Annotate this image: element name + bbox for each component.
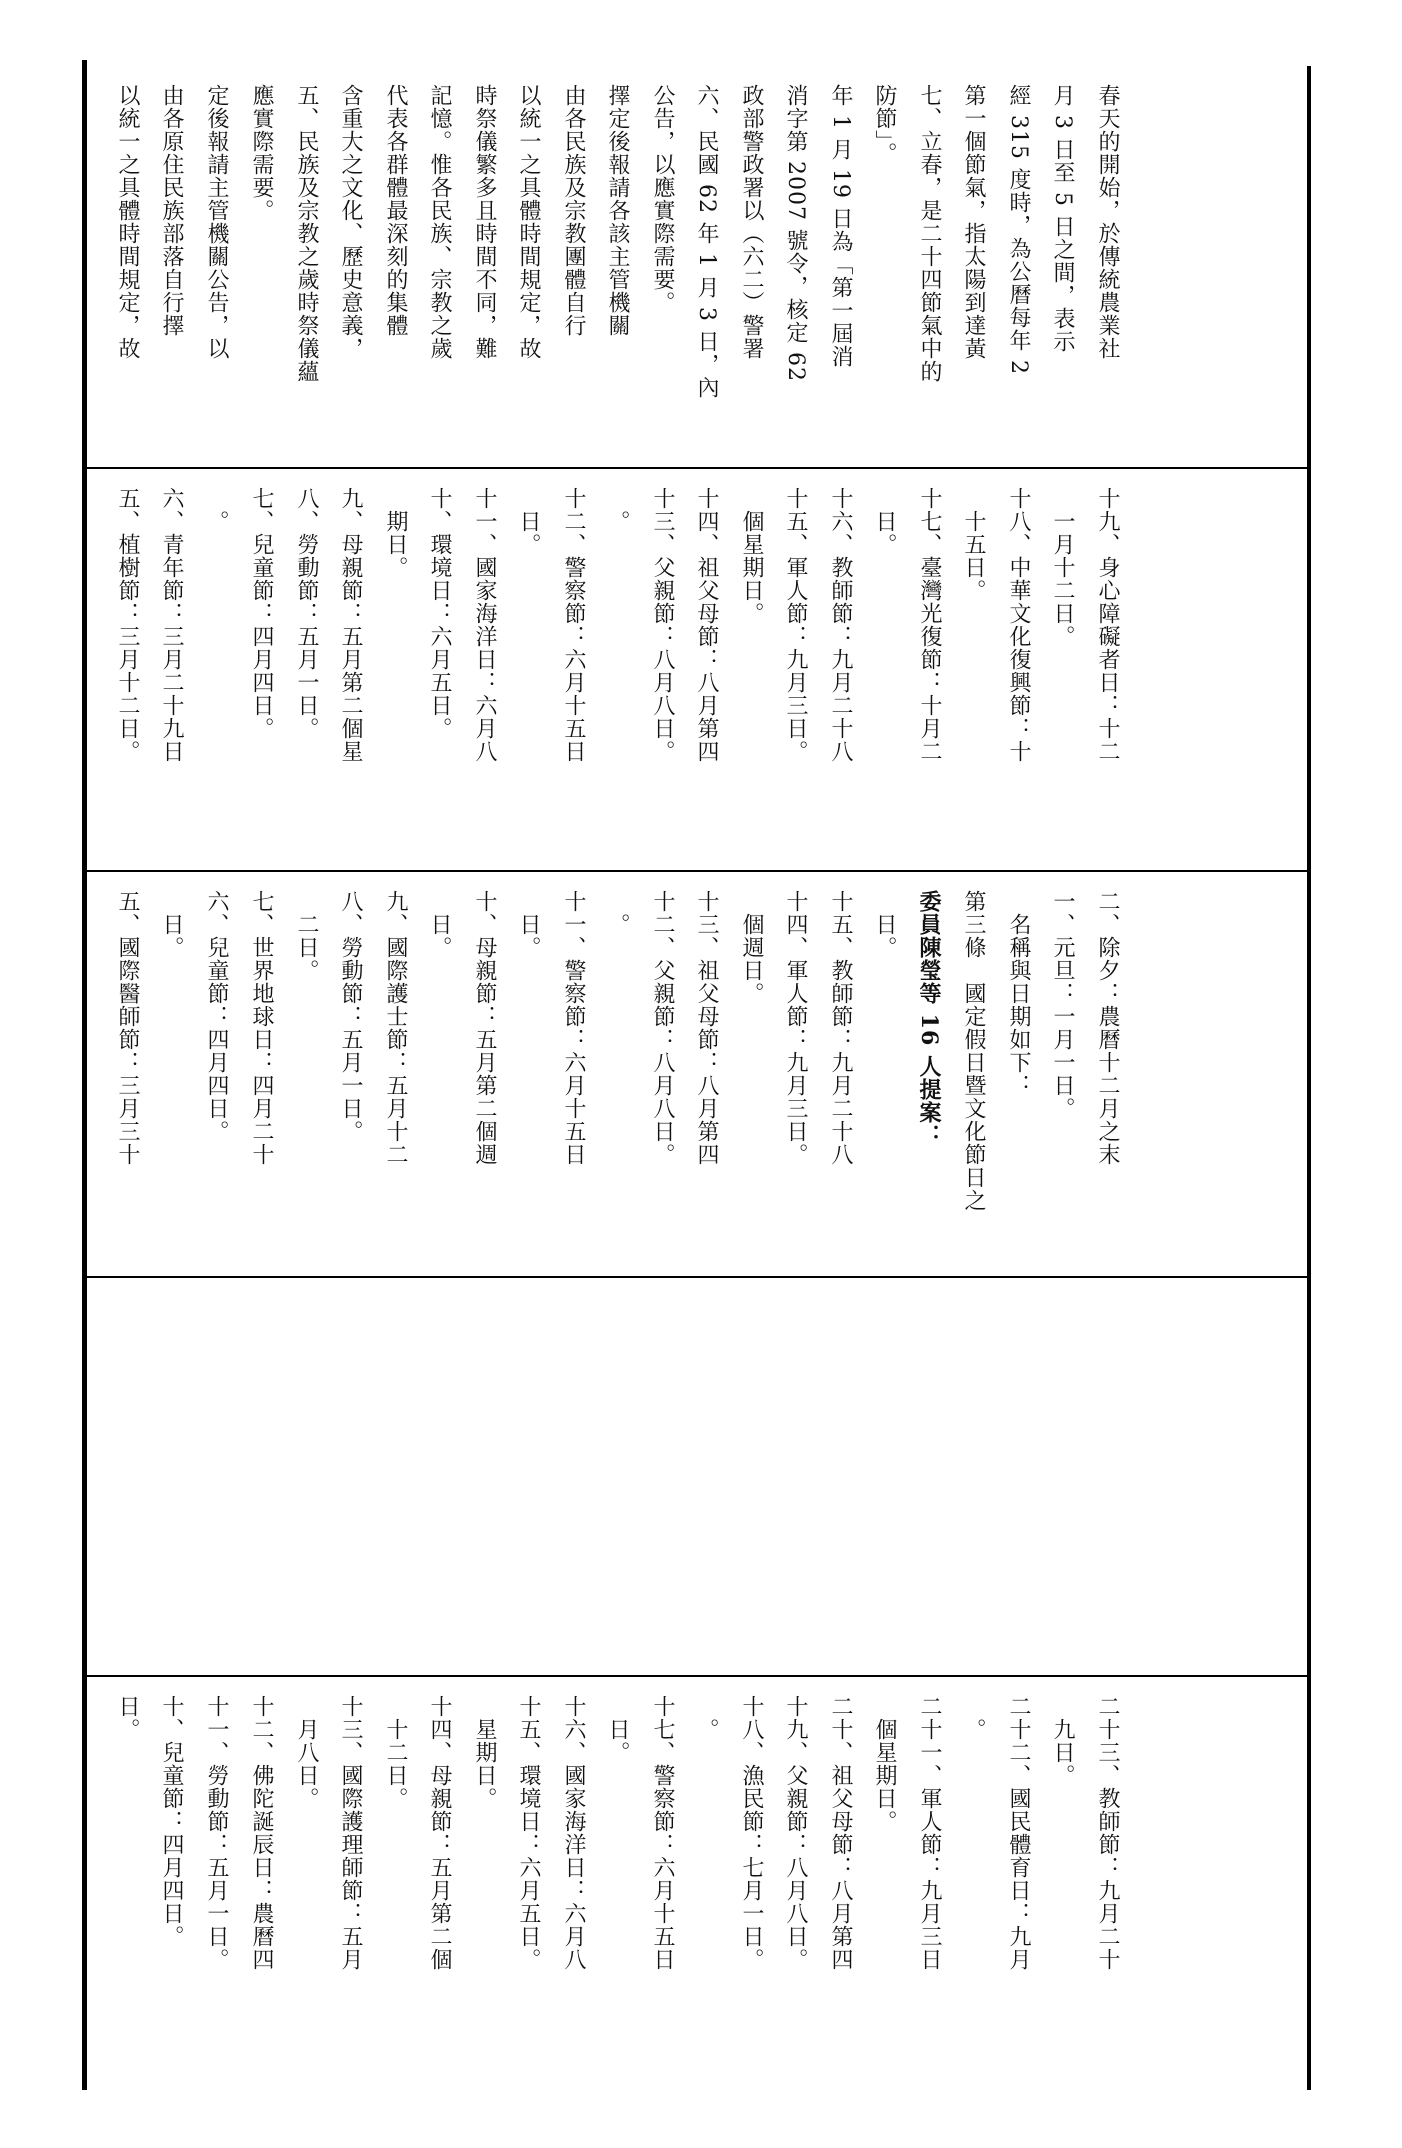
- text-line: 九日。: [1050, 1695, 1075, 1787]
- table-cell-provision-c: [0, 1677, 1402, 2088]
- text-line: 十一、國家海洋日：六月八: [472, 487, 497, 763]
- text-line: 期日。: [383, 487, 408, 579]
- text-line: 十一、勞動節：五月一日。: [204, 1695, 229, 1971]
- text-line: 二十二、國民體育日：九月: [1006, 1695, 1031, 1971]
- text-line: 十九、身心障礙者日：十二: [1095, 487, 1120, 763]
- text-line: 十七、警察節：六月十五日: [650, 1695, 675, 1971]
- text-line: 公告，以應實際需要。: [650, 84, 675, 314]
- text-line: 政部警政署以（六二）警署: [739, 84, 764, 360]
- text-line: 十四、祖父母節：八月第四: [694, 487, 719, 763]
- text-line: 一、元旦：一月一日。: [1050, 890, 1075, 1120]
- text-line: 日。: [427, 890, 452, 959]
- text-line: 個星期日。: [739, 487, 764, 625]
- text-line: 五、民族及宗教之歲時祭儀蘊: [294, 84, 319, 383]
- text-line: 。: [961, 1695, 986, 1741]
- text-line: 十、環境日：六月五日。: [427, 487, 452, 740]
- text-line: 由各民族及宗教團體自行: [561, 84, 586, 337]
- table-cell-explanation: [0, 66, 1402, 466]
- table-cell-empty: [0, 1277, 1402, 1674]
- text-line: 二十一、軍人節：九月三日: [917, 1695, 942, 1971]
- text-line: 一月十二日。: [1050, 487, 1075, 648]
- text-line: 代表各群體最深刻的集體: [383, 84, 408, 337]
- text-line: 以統一之具體時間規定，故: [115, 84, 140, 360]
- text-line: 十三、父親節：八月八日。: [650, 487, 675, 763]
- text-line: 十、兒童節：四月四日。: [159, 1695, 184, 1948]
- text-line: 十八、中華文化復興節：十: [1006, 487, 1031, 763]
- text-line: 二十、祖父母節：八月第四: [828, 1695, 853, 1971]
- text-line: 六、青年節：三月二十九日: [159, 487, 184, 763]
- text-line: 星期日。: [472, 1695, 497, 1810]
- text-line: 十六、國家海洋日：六月八: [561, 1695, 586, 1971]
- text-line: 二十三、教師節：九月二十: [1095, 1695, 1120, 1971]
- proposal-heading: 委員陳瑩等 16 人提案：: [916, 890, 942, 1147]
- text-line: 六、民國 62 年 1 月 3 日，內: [694, 84, 719, 399]
- text-line: 定後報請主管機關公告，以: [204, 84, 229, 360]
- text-line: 十一、警察節：六月十五日: [561, 890, 586, 1166]
- text-line: 擇定後報請各該主管機關: [605, 84, 630, 337]
- text-line: 五、植樹節：三月十二日。: [115, 487, 140, 763]
- text-line: 五、國際醫師節：三月三十: [115, 890, 140, 1166]
- text-line: 第三條 國定假日暨文化節日之: [961, 890, 986, 1212]
- text-line: 十六、教師節：九月二十八: [828, 487, 853, 763]
- text-line: 記憶。惟各民族、宗教之歲: [427, 84, 452, 360]
- text-line: 日。: [516, 487, 541, 556]
- text-line: 十、母親節：五月第二個週: [472, 890, 497, 1166]
- text-line: 消字第 2007 號令，核定 62: [783, 84, 808, 382]
- text-line: 第一個節氣，指太陽到達黃: [961, 84, 986, 360]
- text-line: 十二、佛陀誕辰日：農曆四: [249, 1695, 274, 1971]
- text-line: 七、兒童節：四月四日。: [249, 487, 274, 740]
- text-line: 八、勞動節：五月一日。: [294, 487, 319, 740]
- text-line: 十三、祖父母節：八月第四: [694, 890, 719, 1166]
- text-line: 由各原住民族部落自行擇: [159, 84, 184, 337]
- text-line: 十三、國際護理師節：五月: [338, 1695, 363, 1971]
- text-line: 防節」。: [872, 84, 897, 165]
- text-line: 日。: [516, 890, 541, 959]
- text-line: 六、兒童節：四月四日。: [204, 890, 229, 1143]
- text-line: 十五、軍人節：九月三日。: [783, 487, 808, 763]
- text-line: 日。: [872, 890, 897, 959]
- text-line: 十五、環境日：六月五日。: [516, 1695, 541, 1971]
- text-line: 月 3 日至 5 日之間，表示: [1050, 84, 1075, 353]
- text-line: 月八日。: [294, 1695, 319, 1810]
- text-line: 以統一之具體時間規定，故: [516, 84, 541, 360]
- text-line: 二日。: [294, 890, 319, 982]
- text-line: 十二、警察節：六月十五日: [561, 487, 586, 763]
- text-line: 九、國際護士節：五月十二: [383, 890, 408, 1166]
- text-line: 十二、父親節：八月八日。: [650, 890, 675, 1166]
- text-line: 個星期日。: [872, 1695, 897, 1833]
- text-line: 。: [694, 1695, 719, 1741]
- text-line: 九、母親節：五月第二個星: [338, 487, 363, 763]
- text-line: 含重大之文化、歷史意義，: [338, 84, 363, 360]
- table-cell-provision-b: [0, 872, 1402, 1275]
- text-line: 應實際需要。: [249, 84, 274, 222]
- text-line: 日。: [159, 890, 184, 959]
- text-line: 八、勞動節：五月一日。: [338, 890, 363, 1143]
- text-line: 個週日。: [739, 890, 764, 1005]
- text-line: 十四、軍人節：九月三日。: [783, 890, 808, 1166]
- text-line: 日。: [605, 1695, 630, 1764]
- text-line: 十四、母親節：五月第二個: [427, 1695, 452, 1971]
- text-line: 七、世界地球日：四月二十: [249, 890, 274, 1166]
- text-line: 。: [605, 890, 630, 936]
- text-line: 十七、臺灣光復節：十月二: [917, 487, 942, 763]
- table-cell-provision-a: [0, 469, 1402, 869]
- text-line: 十五、教師節：九月二十八: [828, 890, 853, 1166]
- text-line: 名稱與日期如下：: [1006, 890, 1031, 1097]
- text-line: 十二日。: [383, 1695, 408, 1810]
- text-line: 十九、父親節：八月八日。: [783, 1695, 808, 1971]
- text-line: 。: [204, 487, 229, 533]
- text-line: 。: [605, 487, 630, 533]
- text-line: 日。: [872, 487, 897, 556]
- text-line: 二、除夕：農曆十二月之末: [1095, 890, 1120, 1166]
- text-line: 年 1 月 19 日為「第一屆消: [828, 84, 853, 368]
- text-line: 七、立春，是二十四節氣中的: [917, 84, 942, 383]
- text-line: 十五日。: [961, 487, 986, 602]
- text-line: 日。: [115, 1695, 140, 1741]
- text-line: 春天的開始，於傳統農業社: [1095, 84, 1120, 360]
- text-line: 時祭儀繁多且時間不同，難: [472, 84, 497, 360]
- text-line: 十八、漁民節：七月一日。: [739, 1695, 764, 1971]
- text-line: 經 315 度時，為公曆每年 2: [1006, 84, 1031, 375]
